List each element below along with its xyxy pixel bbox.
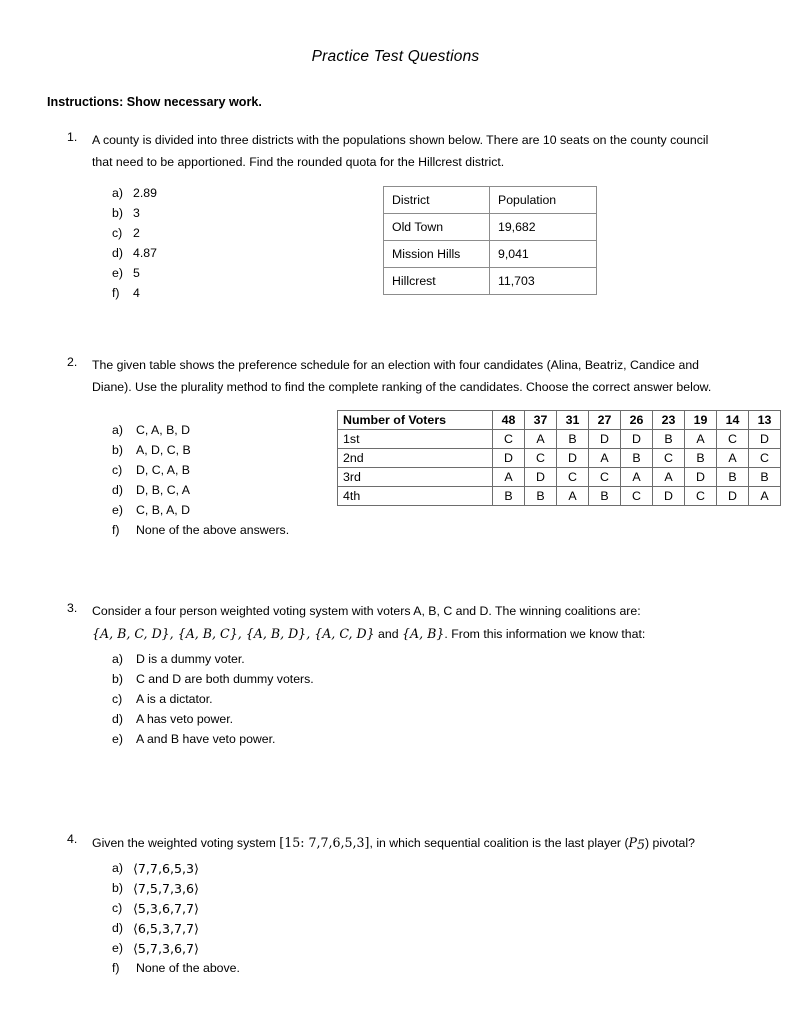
question-3-stem-line1: Consider a four person weighted voting system with voters A, B, C and D. The winning coalitions are: — [92, 604, 641, 618]
option-text: D is a dummy voter. — [136, 652, 245, 666]
preference-cell: A — [621, 468, 653, 487]
question-4-stem-post: ) pivotal? — [645, 836, 695, 850]
preference-cell: B — [653, 430, 685, 449]
preference-cell: B — [749, 468, 781, 487]
table-row — [338, 468, 781, 487]
option-text: None of the above answers. — [136, 523, 290, 537]
cell-population: 9,041 — [490, 241, 597, 268]
option-label: b) — [112, 672, 123, 686]
preference-cell: C — [653, 449, 685, 468]
page-title: Practice Test Questions — [311, 48, 480, 65]
option-text: 2 — [133, 226, 140, 240]
preference-cell: B — [493, 487, 525, 506]
option-text: C and D are both dummy voters. — [136, 672, 314, 686]
preference-cell: A — [589, 449, 621, 468]
column-header-count: 14 — [717, 411, 749, 430]
question-4-stem-mid: , in which sequential coalition is the last player ( — [369, 836, 629, 850]
preference-cell: D — [493, 449, 525, 468]
option-text: ⟨7,5,7,3,6⟩ — [133, 881, 199, 896]
table-row — [384, 268, 597, 295]
preference-cell: B — [525, 487, 557, 506]
table-row — [338, 487, 781, 506]
preference-cell: C — [749, 449, 781, 468]
column-header-count: 19 — [685, 411, 717, 430]
option-text: ⟨6,5,3,7,7⟩ — [133, 921, 199, 936]
preference-cell: A — [685, 430, 717, 449]
option-text: D, B, C, A — [136, 483, 190, 497]
option-label: f) — [112, 286, 120, 300]
preference-cell: D — [557, 449, 589, 468]
preference-cell: D — [621, 430, 653, 449]
question-4-number: 4. — [67, 832, 78, 846]
preference-cell: B — [557, 430, 589, 449]
question-2-number: 2. — [67, 355, 78, 369]
option-text: 5 — [133, 266, 140, 280]
preference-schedule-table — [337, 410, 781, 506]
district-population-table — [383, 186, 597, 295]
option-label: a) — [112, 652, 123, 666]
cell-district: Hillcrest — [384, 268, 490, 295]
option-label: b) — [112, 881, 123, 895]
option-label: b) — [112, 443, 123, 457]
preference-cell: C — [525, 449, 557, 468]
option-text: 2.89 — [133, 186, 157, 200]
row-label: 3rd — [338, 468, 493, 487]
preference-cell: B — [685, 449, 717, 468]
option-label: a) — [112, 186, 123, 200]
option-label: c) — [112, 226, 123, 240]
preference-cell: C — [557, 468, 589, 487]
column-header-count: 26 — [621, 411, 653, 430]
table-row — [384, 214, 597, 241]
preference-cell: A — [557, 487, 589, 506]
option-label: d) — [112, 921, 123, 935]
cell-district: Old Town — [384, 214, 490, 241]
option-text: A is a dictator. — [136, 692, 213, 706]
option-text: D, C, A, B — [136, 463, 190, 477]
table-row — [338, 449, 781, 468]
row-label: 2nd — [338, 449, 493, 468]
question-1-stem: A county is divided into three districts with the populations shown below. There are 10 seats on the county council that need to be apportioned. Find the rounded quota for the Hillcrest district. — [92, 133, 709, 169]
option-label: d) — [112, 712, 123, 726]
option-text: 3 — [133, 206, 140, 220]
question-3-last-set: {A, B} — [401, 625, 445, 641]
column-header-district: District — [384, 187, 490, 214]
question-3-stem — [92, 601, 732, 645]
preference-cell: D — [717, 487, 749, 506]
preference-cell: B — [621, 449, 653, 468]
preference-cell: A — [717, 449, 749, 468]
question-4-player-symbol: P — [628, 835, 638, 850]
preference-cell: C — [621, 487, 653, 506]
preference-cell: D — [653, 487, 685, 506]
option-label: f) — [112, 961, 120, 975]
question-4-stem-pre: Given the weighted voting system — [92, 836, 280, 850]
column-header-count: 48 — [493, 411, 525, 430]
option-label: e) — [112, 266, 123, 280]
row-label: 4th — [338, 487, 493, 506]
option-label: b) — [112, 206, 123, 220]
option-text: ⟨5,7,3,6,7⟩ — [133, 941, 199, 956]
preference-cell: A — [493, 468, 525, 487]
table-header-row — [338, 411, 781, 430]
preference-cell: C — [717, 430, 749, 449]
option-label: d) — [112, 246, 123, 260]
column-header-count: 37 — [525, 411, 557, 430]
question-3-stem-tail: . From this information we know that: — [444, 626, 646, 641]
preference-cell: C — [589, 468, 621, 487]
question-2-stem: The given table shows the preference schedule for an election with four candidates (Alina, Beatriz, Candice and Diane). Use the plurality method to find the complete ranking of the candidates. Choose the correct answer below. — [92, 358, 712, 394]
preference-cell: A — [749, 487, 781, 506]
preference-cell: D — [749, 430, 781, 449]
column-header-count: 31 — [557, 411, 589, 430]
question-4-voting-system: [15: 7,7,6,5,3] — [279, 835, 370, 850]
question-4-player-index: 5 — [637, 837, 646, 852]
cell-population: 19,682 — [490, 214, 597, 241]
option-label: c) — [112, 901, 123, 915]
instructions-line: Instructions: Show necessary work. — [47, 95, 262, 109]
option-label: a) — [112, 861, 123, 875]
option-text: A and B have veto power. — [136, 732, 276, 746]
option-label: a) — [112, 423, 123, 437]
option-text: 4 — [133, 286, 140, 300]
table-row — [384, 241, 597, 268]
option-label: d) — [112, 483, 123, 497]
column-header-count: 27 — [589, 411, 621, 430]
preference-cell: C — [685, 487, 717, 506]
column-header-count: 23 — [653, 411, 685, 430]
preference-cell: D — [525, 468, 557, 487]
preference-cell: A — [525, 430, 557, 449]
preference-cell: A — [653, 468, 685, 487]
question-3-number: 3. — [67, 601, 78, 615]
cell-population: 11,703 — [490, 268, 597, 295]
question-4-stem — [92, 832, 732, 856]
option-text: A, D, C, B — [136, 443, 191, 457]
option-text: C, B, A, D — [136, 503, 190, 517]
option-label: c) — [112, 692, 123, 706]
preference-cell: B — [589, 487, 621, 506]
option-text: None of the above. — [136, 961, 240, 975]
option-label: f) — [112, 523, 120, 537]
option-text: A has veto power. — [136, 712, 234, 726]
option-label: e) — [112, 732, 123, 746]
option-label: c) — [112, 463, 123, 477]
cell-district: Mission Hills — [384, 241, 490, 268]
table-header-row — [384, 187, 597, 214]
column-header-population: Population — [490, 187, 597, 214]
option-text: 4.87 — [133, 246, 157, 260]
preference-cell: B — [717, 468, 749, 487]
option-text: C, A, B, D — [136, 423, 190, 437]
question-3-conjunction: and — [374, 626, 402, 641]
option-text: ⟨5,3,6,7,7⟩ — [133, 901, 199, 916]
preference-cell: D — [589, 430, 621, 449]
preference-cell: D — [685, 468, 717, 487]
table-row — [338, 430, 781, 449]
row-label: 1st — [338, 430, 493, 449]
option-label: e) — [112, 503, 123, 517]
column-header-count: 13 — [749, 411, 781, 430]
option-label: e) — [112, 941, 123, 955]
option-text: ⟨7,7,6,5,3⟩ — [133, 861, 199, 876]
preference-cell: C — [493, 430, 525, 449]
question-1-number: 1. — [67, 130, 78, 144]
column-header-voters: Number of Voters — [338, 411, 493, 430]
question-3-coalition-sets: {A, B, C, D}, {A, B, C}, {A, B, D}, {A, C, D} — [92, 625, 375, 641]
